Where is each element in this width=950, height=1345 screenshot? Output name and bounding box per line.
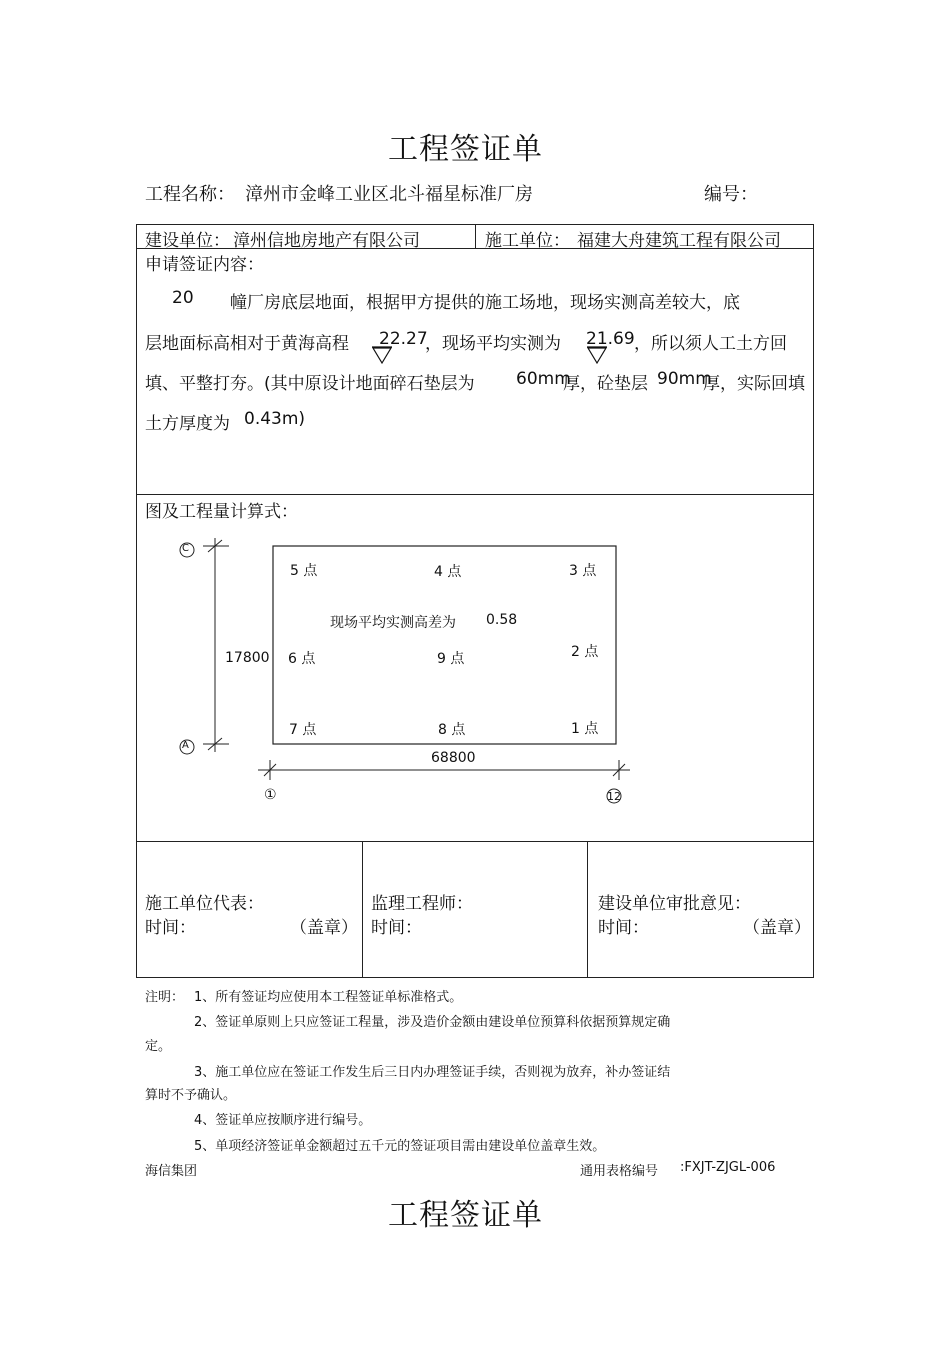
axis-a-label: A bbox=[182, 740, 189, 751]
construction-unit-label: 建设单位： bbox=[145, 231, 230, 251]
seal-label: （盖章） bbox=[743, 918, 811, 938]
contractor-value: 福建大舟建筑工程有限公司 bbox=[577, 231, 781, 251]
elevation-measured: 21.69 bbox=[586, 329, 635, 349]
content-line4-a: 土方厚度为 bbox=[145, 414, 230, 434]
note-item: 2、签证单原则上只应签证工程量，涉及造价金额由建设单位预算科依据预算规定确 bbox=[194, 1015, 671, 1030]
note-item: 1、所有签证均应使用本工程签证单标准格式。 bbox=[194, 990, 463, 1005]
next-page-title: 工程签证单 bbox=[388, 1198, 543, 1233]
time-label: 时间： bbox=[598, 918, 649, 938]
elevation-triangle-icon bbox=[370, 346, 394, 366]
number-label: 编号： bbox=[704, 184, 758, 205]
point-label: 3 点 bbox=[569, 563, 597, 579]
page-title: 工程签证单 bbox=[388, 132, 543, 167]
content-line2-c: ，所以须人工土方回 bbox=[634, 334, 787, 354]
elevation-design: 22.27 bbox=[379, 329, 428, 349]
content-line2-b: ，现场平均实测为 bbox=[425, 334, 561, 354]
point-label: 5 点 bbox=[290, 563, 318, 579]
footer-form-number: :FXJT-ZJGL-006 bbox=[680, 1160, 776, 1175]
fill-thickness: 0.43m) bbox=[244, 409, 306, 429]
content-line1: 幢厂房底层地面，根据甲方提供的施工场地，现场实测高差较大，底 bbox=[230, 293, 740, 313]
height-dimension: 17800 bbox=[225, 650, 270, 666]
footer-company: 海信集团 bbox=[145, 1164, 198, 1179]
width-dimension: 68800 bbox=[431, 750, 476, 766]
axis-12-label: 12 bbox=[607, 790, 621, 803]
time-label: 时间： bbox=[145, 918, 196, 938]
project-label: 工程名称： bbox=[145, 184, 235, 205]
contractor-rep-label: 施工单位代表： bbox=[145, 894, 264, 914]
concrete-thickness: 90mm bbox=[657, 369, 712, 389]
note-item: 4、签证单应按顺序进行编号。 bbox=[194, 1113, 372, 1128]
project-name: 漳州市金峰工业区北斗福星标准厂房 bbox=[245, 184, 533, 205]
avg-diff-label: 现场平均实测高差为 bbox=[330, 615, 456, 631]
axis-c-label: C bbox=[182, 543, 189, 554]
supervisor-label: 监理工程师： bbox=[371, 894, 473, 914]
content-line3-c: 厚，实际回填 bbox=[703, 374, 805, 394]
avg-diff-value: 0.58 bbox=[486, 612, 518, 628]
axis-1-label: ① bbox=[264, 787, 277, 803]
owner-opinion-label: 建设单位审批意见： bbox=[598, 894, 751, 914]
point-label: 4 点 bbox=[434, 564, 462, 580]
point-label: 7 点 bbox=[289, 722, 317, 738]
content-line3-b: 厚，砼垫层 bbox=[563, 374, 648, 394]
construction-unit-value: 漳州信地房地产有限公司 bbox=[233, 231, 420, 251]
point-label: 9 点 bbox=[437, 651, 465, 667]
note-item: 算时不予确认。 bbox=[145, 1088, 237, 1103]
point-label: 2 点 bbox=[571, 644, 599, 660]
notes-label: 注明： bbox=[145, 990, 185, 1005]
gravel-thickness: 60mm bbox=[516, 369, 571, 389]
figure-label: 图及工程量计算式： bbox=[145, 502, 298, 522]
seal-label: （盖章） bbox=[290, 918, 358, 938]
note-item: 5、单项经济签证单金额超过五千元的签证项目需由建设单位盖章生效。 bbox=[194, 1139, 606, 1154]
contractor-label: 施工单位： bbox=[485, 231, 570, 251]
note-item: 3、施工单位应在签证工作发生后三日内办理签证手续，否则视为放弃，补办签证结 bbox=[194, 1065, 671, 1080]
content-line3-a: 填、平整打夯。(其中原设计地面碎石垫层为 bbox=[145, 374, 475, 394]
time-label: 时间： bbox=[371, 918, 422, 938]
point-label: 8 点 bbox=[438, 722, 466, 738]
footer-form-label: 通用表格编号 bbox=[580, 1164, 659, 1179]
content-line2-a: 层地面标高相对于黄海高程 bbox=[145, 334, 349, 354]
request-label: 申请签证内容： bbox=[145, 255, 264, 275]
note-item: 定。 bbox=[145, 1039, 172, 1054]
point-label: 1 点 bbox=[571, 721, 599, 737]
point-label: 6 点 bbox=[288, 651, 316, 667]
building-no: 20 bbox=[172, 288, 194, 308]
elevation-triangle-icon bbox=[585, 346, 609, 366]
